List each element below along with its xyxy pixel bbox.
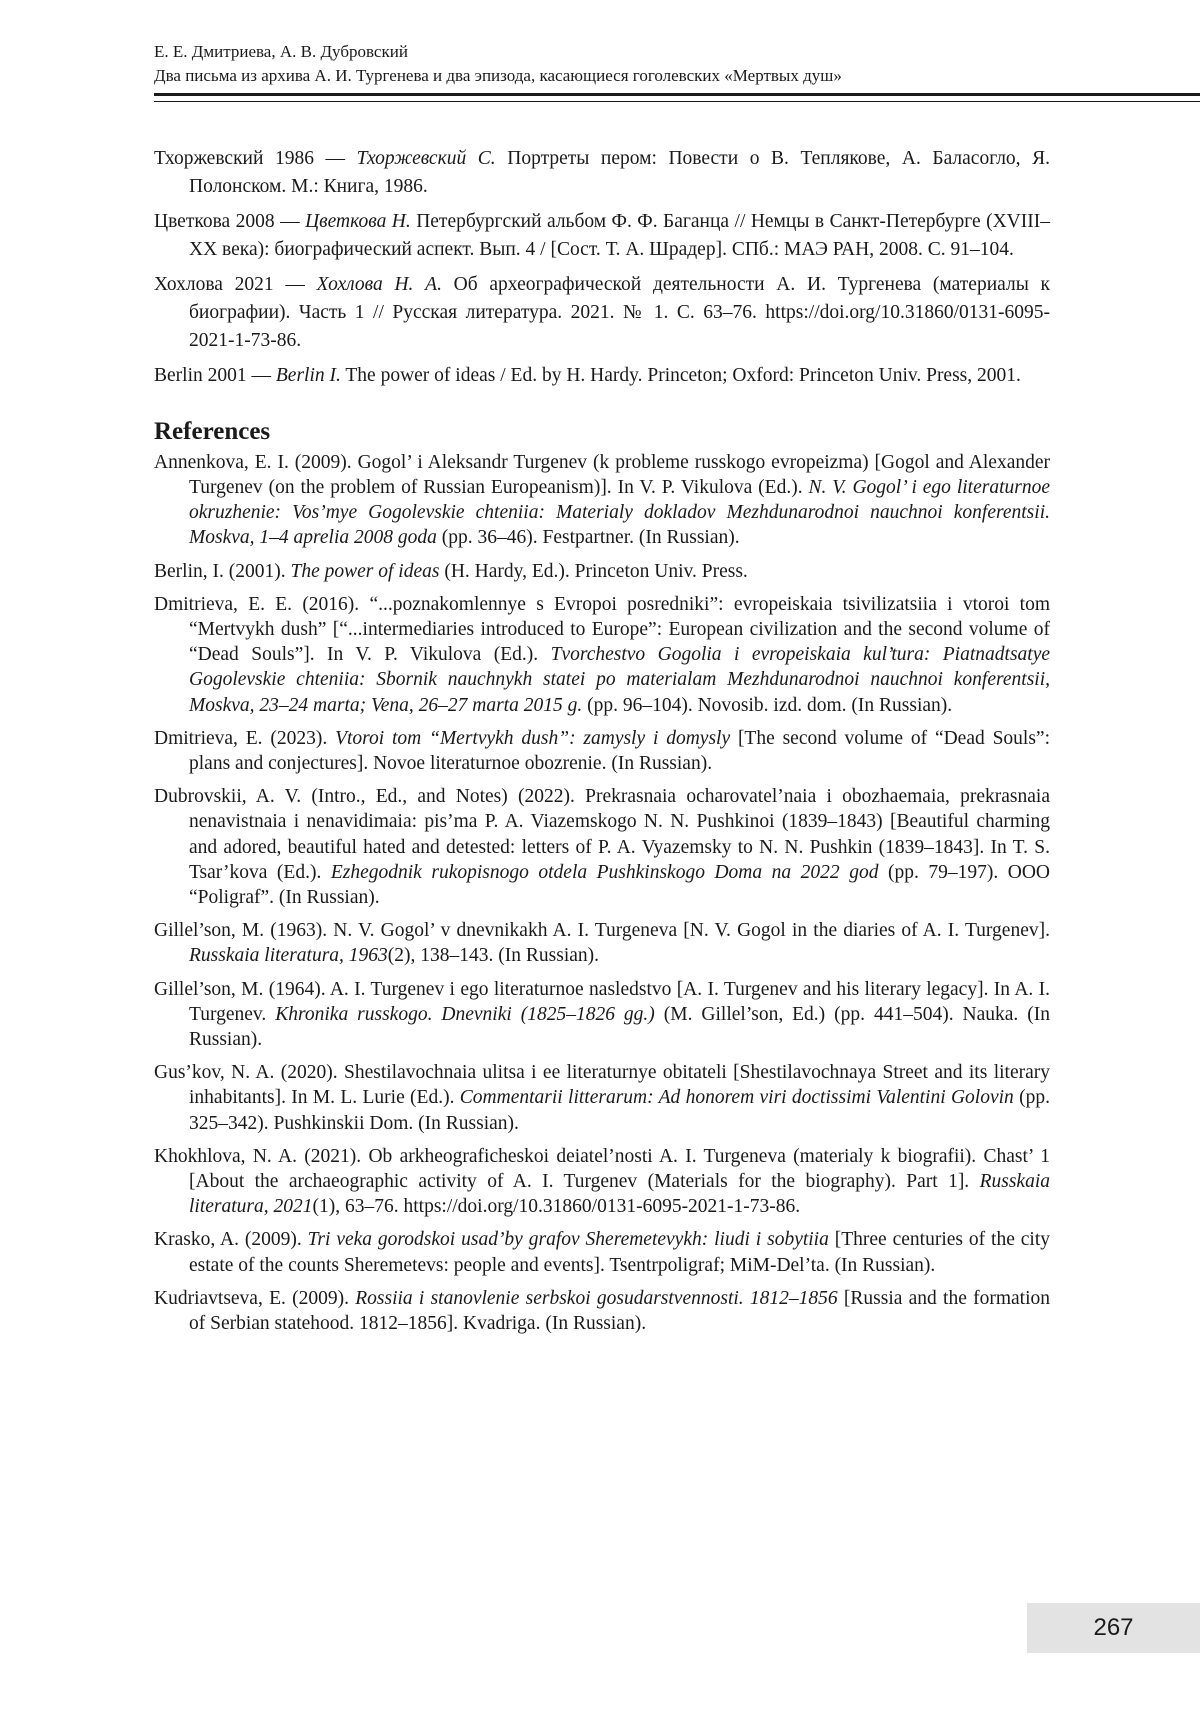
entry-text: Dubrovskii, A. V. (Intro., Ed., and Notes) (2022). Prekrasnaia ocharovatel’naia i obozhaemaia, prekrasnaia nenavistnaia i nenavidimaia: pis’ma P. A. Viazemskogo N. N. Pushkinoi (1839–1843) [Beautiful charming and adored, beautiful hated and detested: letters of P. A. Vyazemsky to N. N. Pushkin (1839–1843]. In T. S. Tsar’kova (Ed.). (154, 786, 1050, 883)
header-rule-thick (154, 93, 1200, 96)
entry-text: (pp. 79–197). OOO “Poligraf”. (In Russian). (189, 861, 1051, 908)
entry-text: Хохлова 2021 — (154, 274, 317, 296)
entry-text: Berlin, I. (2001). (154, 560, 291, 582)
entry-italic-title: Khronika russkogo. Dnevniki (1825–1826 gg.) (275, 1003, 655, 1025)
entry-text: Тхоржевский 1986 — (154, 148, 357, 169)
references-list (154, 450, 1050, 1337)
entry-text: (pp. 325–342). Pushkinskii Dom. (In Russian). (189, 1087, 1050, 1134)
entry-italic-title: Ezhegodnik rukopisnogo otdela Pushkinskogo Doma na 2022 god (330, 861, 879, 883)
page-number: 267 (1027, 1603, 1200, 1653)
entry-text: [The second volume of “Dead Souls”: plans and conjectures]. Novoe literaturnoe obozrenie. (In Russian). (189, 727, 1050, 774)
entry-italic-title: N. V. Gogol’ i ego literaturnoe okruzhenie: Vos’mye Gogolevskie chteniia: Materialy dokladov Mezhdunarodnoi nauchnoi konferentsii. Moskva, 1–4 aprelia 2008 goda (189, 476, 1050, 549)
entry-text: Gillel’son, M. (1963). N. V. Gogol’ v dnevnikakh A. I. Turgeneva [N. V. Gogol in the diaries of A. I. Turgenev]. (154, 920, 1050, 942)
reference-entry (154, 1144, 1050, 1220)
literature-entry (154, 208, 1050, 263)
entry-text: (pp. 36–46). Festpartner. (In Russian). (436, 527, 740, 549)
entry-text: Dmitrieva, E. E. (2016). “...poznakomlennye s Evropoi posredniki”: evropeiskaia tsivilizatsiia i vtoroi tom “Mertvykh dush” [“...intermediaries introduced to Europe”: European civilization and the second volume of “Dead Souls”]. In V. P. Vikulova (Ed.). (154, 593, 1050, 666)
header-rule-thin (154, 101, 1200, 102)
reference-entry (154, 726, 1050, 776)
literature-entry (154, 271, 1050, 354)
entry-italic-title: Цветкова Н. (305, 211, 411, 233)
reference-entry (154, 977, 1050, 1053)
running-head-authors: Е. Е. Дмитриева, А. В. Дубровский (154, 42, 408, 61)
entry-text: Krasko, A. (2009). (154, 1229, 308, 1251)
reference-entry (154, 784, 1050, 910)
entry-italic-title: Russkaia literatura, 2021 (189, 1171, 1050, 1218)
entry-italic-title: Тхоржевский С. (356, 148, 496, 169)
entry-text: Цветкова 2008 — (154, 211, 306, 233)
entry-italic-title: The power of ideas (290, 560, 440, 582)
entry-text: (H. Hardy, Ed.). Princeton Univ. Press. (439, 560, 748, 582)
entry-italic-title: Berlin I. (275, 365, 341, 387)
entry-text: Петербургский альбом Ф. Ф. Баганца // Немцы в Санкт-Петербурге (XVIII–XX века): биографический аспект. Вып. 4 / [Сост. Т. А. Шрадер]. СПб.: МАЭ РАН, 2008. С. 91–104. (189, 211, 1050, 260)
entry-italic-title: Vtoroi tom “Mertvykh dush”: zamysly i domysly (335, 727, 731, 749)
entry-text: Khokhlova, N. A. (2021). Ob arkheograficheskoi deiatel’nosti A. I. Turgeneva (materialy k biografii). Chast’ 1 [About the archaeographic activity of A. I. Turgenev (Materials for the biography). Part 1]. (154, 1145, 1050, 1193)
entry-italic-title: Tvorchestvo Gogolia i evropeiskaia kul’tura: Piatnadtsatye Gogolevskie chteniia: Sbornik nauchnykh statei po materialam Mezhdunarodnoi nauchnoi konferentsii, Moskva, 23–24 marta; Vena, 26–27 marta 2015 g. (189, 644, 1051, 716)
entry-text: Портреты пером: Повести о В. Теплякове, А. Баласогло, Я. Полонском. М.: Книга, 1986. (189, 148, 1051, 197)
running-head (154, 40, 1200, 88)
entry-text: [Three centuries of the city estate of the counts Sheremetevs: people and events]. Tsentrpoligraf; MiM-Del’ta. (In Russian). (189, 1229, 1050, 1276)
entry-italic-title: Rossiia i stanovlenie serbskoi gosudarstvennosti. 1812–1856 (355, 1287, 838, 1309)
reference-entry (154, 1227, 1050, 1277)
entry-italic-title: Хохлова Н. А. (316, 274, 442, 296)
entry-text: [Russia and the formation of Serbian statehood. 1812–1856]. Kvadriga. (In Russian). (189, 1287, 1051, 1335)
reference-entry (154, 592, 1050, 718)
entry-text: Gus’kov, N. A. (2020). Shestilavochnaia ulitsa i ee literaturnye obitateli [Shestilavochnaya Street and its literary inhabitants]. In M. L. Lurie (Ed.). (154, 1062, 1050, 1109)
entry-text: The power of ideas / Ed. by H. Hardy. Princeton; Oxford: Princeton Univ. Press, 2001. (340, 365, 1021, 387)
literature-entry (154, 145, 1050, 200)
references-heading: References (154, 417, 271, 445)
literature-list (154, 145, 1050, 390)
page-body (154, 145, 1050, 1344)
reference-entry (154, 1060, 1050, 1136)
entry-italic-title: Tri veka gorodskoi usad’by grafov Sheremetevykh: liudi i sobytiia (307, 1229, 829, 1251)
reference-entry (154, 1286, 1050, 1336)
literature-entry (154, 362, 1050, 390)
entry-text: Berlin 2001 — (154, 365, 276, 387)
entry-text: Gillel’son, M. (1964). A. I. Turgenev i ego literaturnoe nasledstvo [A. I. Turgenev and his literary legacy]. In A. I. Turgenev. (154, 978, 1050, 1025)
entry-italic-title: Commentarii litterarum: Ad honorem viri doctissimi Valentini Golovin (459, 1087, 1014, 1109)
entry-text: Об археографической деятельности А. И. Тургенева (материалы к биографии). Часть 1 // Русская литература. 2021. № 1. С. 63–76. https://doi.org/10.31860/0131-6095-2021-1-73-86. (189, 274, 1050, 351)
reference-entry (154, 559, 1050, 584)
entry-text: (pp. 96–104). Novosib. izd. dom. (In Russian). (582, 694, 953, 716)
entry-text: Dmitrieva, E. (2023). (154, 727, 336, 749)
entry-text: Annenkova, E. I. (2009). Gogol’ i Aleksandr Turgenev (k probleme russkogo evropeizma) [Gogol and Alexander Turgenev (on the problem of Russian Europeanism)]. In V. P. Vikulova (Ed.). (154, 451, 1050, 498)
entry-text: (M. Gillel’son, Ed.) (pp. 441–504). Nauka. (In Russian). (189, 1003, 1050, 1051)
entry-text: (2), 138–143. (In Russian). (387, 945, 600, 967)
running-head-title: Два письма из архива А. И. Тургенева и два эпизода, касающиеся гоголевских «Мертвых душ» (154, 66, 842, 85)
reference-entry (154, 450, 1050, 551)
entry-italic-title: Russkaia literatura, 1963 (189, 945, 388, 967)
entry-text: Kudriavtseva, E. (2009). (154, 1287, 356, 1309)
entry-text: (1), 63–76. https://doi.org/10.31860/0131-6095-2021-1-73-86. (312, 1196, 801, 1218)
reference-entry (154, 918, 1050, 968)
